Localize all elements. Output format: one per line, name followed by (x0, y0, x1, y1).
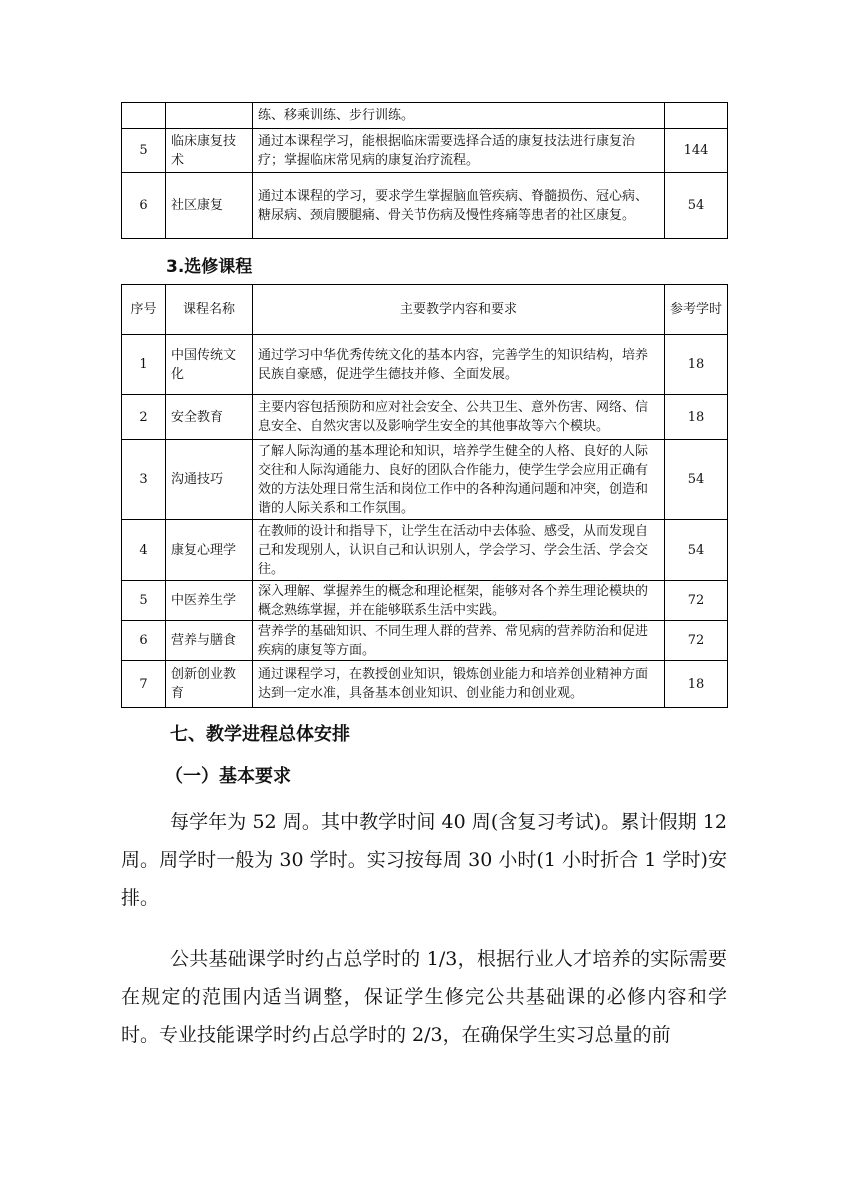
course-name (166, 103, 253, 129)
section-heading-7: 七、教学进程总体安排 (170, 724, 350, 745)
course-hours: 54 (665, 520, 728, 581)
table-row (122, 621, 728, 661)
row-number: 6 (122, 621, 166, 661)
course-name: 社区康复 (166, 173, 253, 239)
table-row (122, 440, 728, 520)
elective-course-table (121, 284, 728, 708)
course-content: 深入理解、掌握养生的概念和理论框架，能够对各个养生理论模块的概念熟练掌握，并在能够联系生活中实践。 (253, 581, 665, 621)
row-number: 1 (122, 335, 166, 395)
row-number: 3 (122, 440, 166, 520)
table-row (122, 173, 728, 239)
course-content: 主要内容包括预防和应对社会安全、公共卫生、意外伤害、网络、信息安全、自然灾害以及影响学生安全的其他事故等六个模块。 (253, 395, 665, 440)
course-hours: 18 (665, 661, 728, 708)
paragraph-weeks: 每学年为 52 周。其中教学时间 40 周(含复习考试)。累计假期 12 周。周学时一般为 30 学时。实习按每周 30 小时(1 小时折合 1 学时)安排。 (121, 811, 727, 909)
course-name: 康复心理学 (166, 520, 253, 581)
course-name: 中国传统文化 (166, 335, 253, 395)
header-hours: 参考学时 (665, 285, 728, 335)
course-content: 营养学的基础知识、不同生理人群的营养、常见病的营养防治和促进疾病的康复等方面。 (253, 621, 665, 661)
course-hours: 18 (665, 395, 728, 440)
course-hours: 54 (665, 440, 728, 520)
course-content: 通过课程学习，在教授创业知识，锻炼创业能力和培养创业精神方面达到一定水准，具备基本创业知识、创业能力和创业观。 (253, 661, 665, 708)
course-content: 了解人际沟通的基本理论和知识，培养学生健全的人格、良好的人际交往和人际沟通能力、良好的团队合作能力，使学生学会应用正确有效的方法处理日常生活和岗位工作中的各种沟通问题和冲突，创造和谐的人际关系和工作氛围。 (253, 440, 665, 520)
table-header-row (122, 285, 728, 335)
row-number: 5 (122, 129, 166, 173)
table-row (122, 103, 728, 129)
course-content: 在教师的设计和指导下，让学生在活动中去体验、感受，从而发现自己和发现别人，认识自己和认识别人，学会学习、学会生活、学会交往。 (253, 520, 665, 581)
course-name: 中医养生学 (166, 581, 253, 621)
row-number: 6 (122, 173, 166, 239)
subsection-heading-basic-requirements: （一）基本要求 (165, 766, 291, 787)
course-hours: 72 (665, 581, 728, 621)
header-content: 主要教学内容和要求 (253, 285, 665, 335)
header-course-name: 课程名称 (166, 285, 253, 335)
course-name: 安全教育 (166, 395, 253, 440)
course-hours: 54 (665, 173, 728, 239)
row-number: 2 (122, 395, 166, 440)
course-content: 通过本课程学习，能根据临床需要选择合适的康复技法进行康复治疗；掌握临床常见病的康复治疗流程。 (253, 129, 665, 173)
table-row (122, 581, 728, 621)
row-number: 4 (122, 520, 166, 581)
course-name: 沟通技巧 (166, 440, 253, 520)
table-row (122, 335, 728, 395)
table-row (122, 395, 728, 440)
course-content: 练、移乘训练、步行训练。 (253, 103, 665, 129)
course-name: 营养与膳食 (166, 621, 253, 661)
header-number: 序号 (122, 285, 166, 335)
section-title-elective-courses: 3.选修课程 (166, 257, 253, 277)
course-content: 通过本课程的学习，要求学生掌握脑血管疾病、脊髓损伤、冠心病、糖尿病、颈肩腰腿痛、骨关节伤病及慢性疼痛等患者的社区康复。 (253, 173, 665, 239)
course-name: 创新创业教育 (166, 661, 253, 708)
row-number: 7 (122, 661, 166, 708)
table-row (122, 129, 728, 173)
course-content: 通过学习中华优秀传统文化的基本内容，完善学生的知识结构，培养民族自豪感，促进学生德技并修、全面发展。 (253, 335, 665, 395)
course-hours (665, 103, 728, 129)
table-row (122, 520, 728, 581)
professional-course-table-continued (121, 102, 728, 239)
row-number: 5 (122, 581, 166, 621)
course-name: 临床康复技术 (166, 129, 253, 173)
course-hours: 144 (665, 129, 728, 173)
paragraph-hours-ratio: 公共基础课学时约占总学时的 1/3，根据行业人才培养的实际需要在规定的范围内适当调整，保证学生修完公共基础课的必修内容和学时。专业技能课学时约占总学时的 2/3，在确保学生实习总量的前 (121, 948, 727, 1046)
table-row (122, 661, 728, 708)
course-hours: 72 (665, 621, 728, 661)
row-number (122, 103, 166, 129)
course-hours: 18 (665, 335, 728, 395)
